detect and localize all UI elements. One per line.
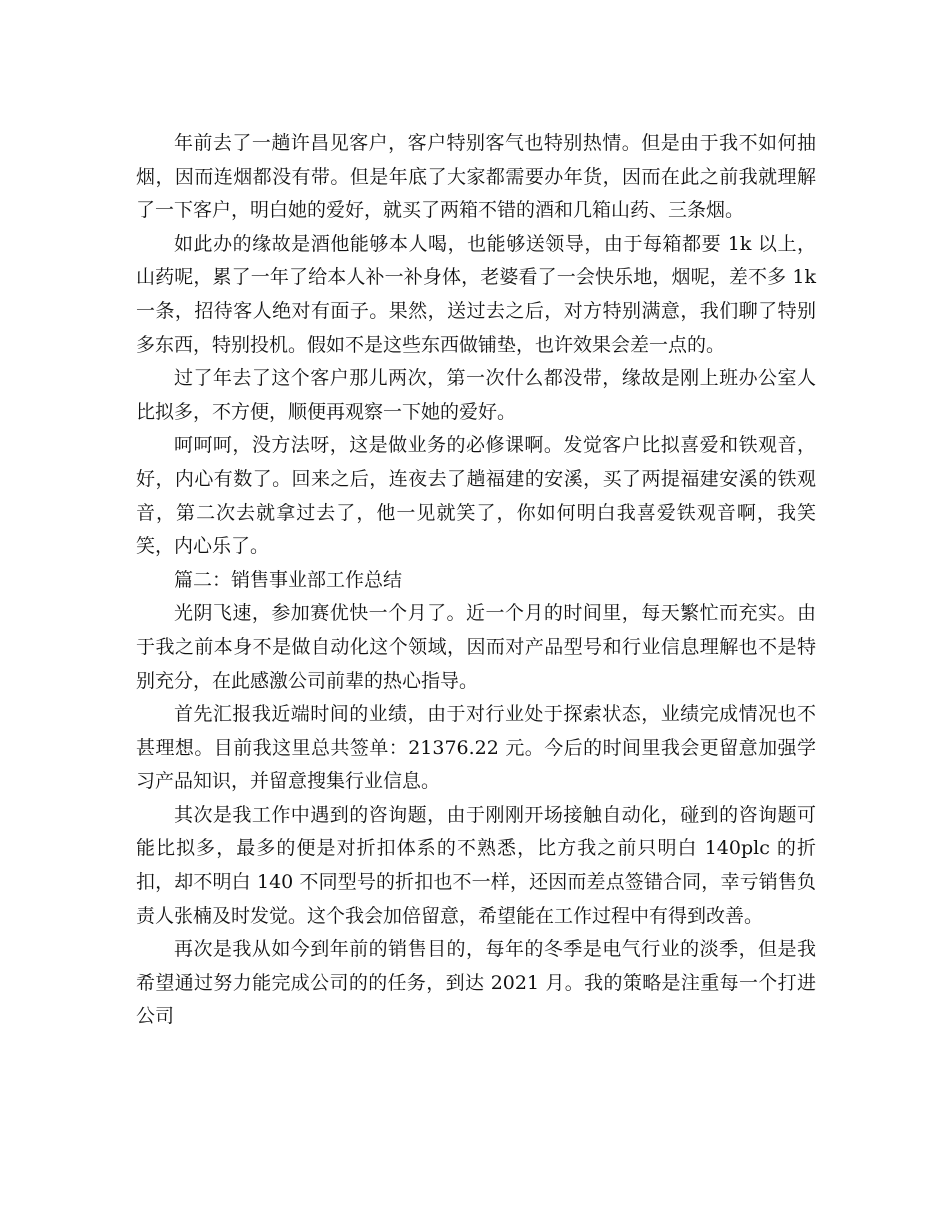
paragraph-2: 如此办的缘故是酒他能够本人喝，也能够送领导，由于每箱都要 1k 以上，山药呢，累了一年了给本人补一补身体，老婆看了一会快乐地，烟呢，差不多 1k 一条，招待客人绝对有面子。果然，送过去之后，对方特别满意，我们聊了特别多东西，特别投机。假如不是这些东西做铺垫，也许效果会差一点的。 bbox=[136, 232, 816, 356]
paragraph-4: 呵呵呵，没方法呀，这是做业务的必修课啊。发觉客户比拟喜爱和铁观音，好，内心有数了。回来之后，连夜去了趟福建的安溪，买了两提福建安溪的铁观音，第二次去就拿过去了，他一见就笑了，你如何明白我喜爱铁观音啊，我笑笑，内心乐了。 bbox=[136, 434, 816, 558]
paragraph-3: 过了年去了这个客户那儿两次，第一次什么都没带，缘故是刚上班办公室人比拟多，不方便，顺便再观察一下她的爱好。 bbox=[136, 367, 816, 423]
document-body bbox=[136, 127, 816, 1034]
paragraph-5: 光阴飞速，参加赛优快一个月了。近一个月的时间里，每天繁忙而充实。由于我之前本身不是做自动化这个领域，因而对产品型号和行业信息理解也不是特别充分，在此感激公司前辈的热心指导。 bbox=[136, 602, 816, 692]
paragraph-1: 年前去了一趟许昌见客户，客户特别客气也特别热情。但是由于我不如何抽烟，因而连烟都没有带。但是年底了大家都需要办年货，因而在此之前我就理解了一下客户，明白她的爱好，就买了两箱不错的酒和几箱山药、三条烟。 bbox=[136, 132, 816, 222]
paragraph-8: 再次是我从如今到年前的销售目的，每年的冬季是电气行业的淡季，但是我希望通过努力能完成公司的的任务，到达 2021 月。我的策略是注重每一个打进公司 bbox=[136, 938, 816, 1028]
paragraph-7: 其次是我工作中遇到的咨询题，由于刚刚开场接触自动化，碰到的咨询题可能比拟多，最多的便是对折扣体系的不熟悉，比方我之前只明白 140plc 的折扣，却不明白 140 不同型号的折扣也不一样，还因而差点签错合同，幸亏销售负责人张楠及时发觉。这个我会加倍留意，希望能在工作过程中有得到改善。 bbox=[136, 803, 816, 927]
section-heading: 篇二：销售事业部工作总结 bbox=[174, 568, 403, 591]
paragraph-6: 首先汇报我近端时间的业绩，由于对行业处于探索状态，业绩完成情况也不甚理想。目前我这里总共签单：21376.22 元。今后的时间里我会更留意加强学习产品知识，并留意搜集行业信息。 bbox=[136, 703, 816, 793]
